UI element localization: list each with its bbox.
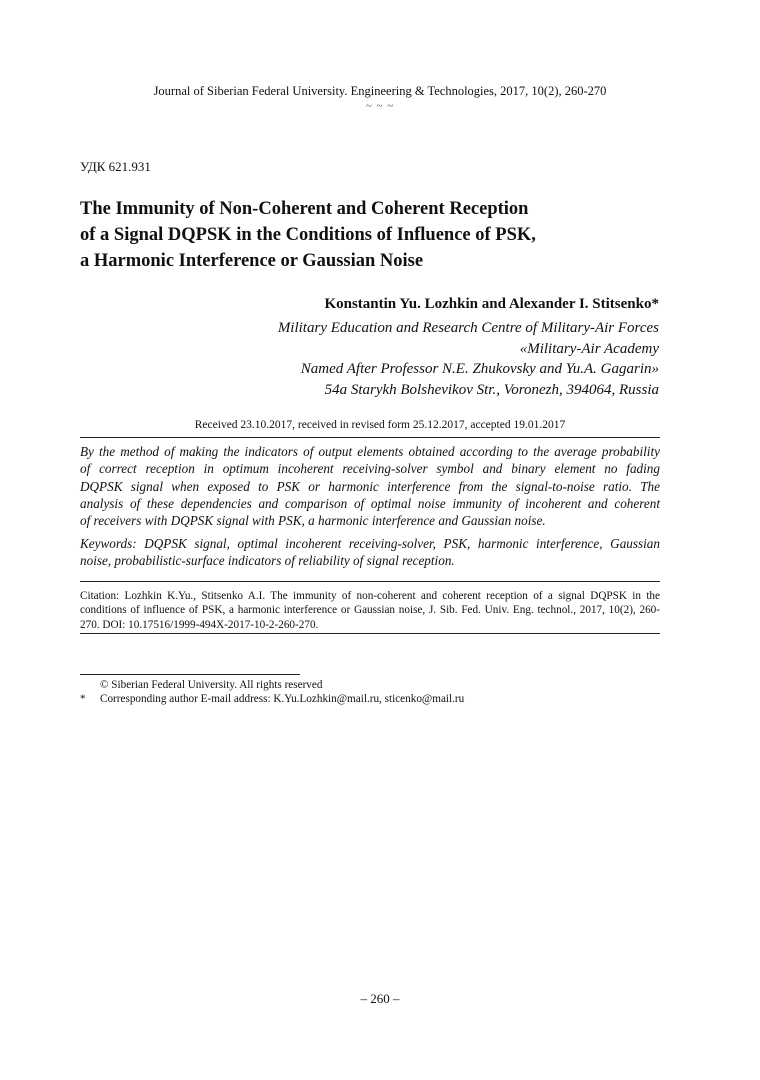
affiliation (278, 318, 659, 400)
journal-header: Journal of Siberian Federal University. Engineering & Technologies, 2017, 10(2), 260-270 (153, 84, 607, 98)
affiliation-line: 54a Starykh Bolshevikov Str., Voronezh, 394064, Russia (324, 381, 659, 398)
keywords-line: Keywords: DQPSK signal, optimal incoherent receiving-solver, PSK, harmonic interference, Gaussian (80, 536, 660, 551)
authors: Konstantin Yu. Lozhkin and Alexander I. Stitsenko* (324, 296, 659, 312)
affiliation-line: Named After Professor N.E. Zhukovsky and Yu.A. Gagarin» (300, 361, 659, 377)
divider (80, 437, 660, 438)
footnote-text: Corresponding author E-mail address: K.Yu.Lozhkin@mail.ru, sticenko@mail.ru (100, 693, 465, 705)
affiliation-line: «Military-Air Academy (519, 340, 659, 357)
abstract-line: By the method of making the indicators of output elements obtained according to the average probability (80, 444, 660, 459)
received-dates: Received 23.10.2017, received in revised form 25.12.2017, accepted 19.01.2017 (194, 419, 566, 431)
keywords-line: noise, probabilistic-surface indicators of reliability of signal reception. (80, 553, 455, 569)
header-separator: ~ ~ ~ (365, 100, 395, 112)
keywords (80, 535, 660, 570)
footnote-divider (80, 674, 300, 675)
footnote-copyright (80, 678, 464, 692)
citation-line: Citation: Lozhkin K.Yu., Stitsenko A.I. The immunity of non-coherent and coherent reception of a signal DQPSK in the (80, 590, 660, 602)
abstract (80, 443, 660, 529)
abstract-line: of correct reception in optimum incoherent receiving-solver symbol and binary element no fading (80, 461, 660, 477)
footnote-text: © Siberian Federal University. All rights reserved (100, 679, 323, 691)
footnote-corresponding-author (80, 692, 464, 706)
abstract-line: analysis of these dependencies and comparison of optimal noise immunity of incoherent and coherent (80, 495, 660, 511)
paper-title (80, 196, 680, 274)
citation-line: conditions of influence of PSK, a harmonic interference or Gaussian noise, J. Sib. Fed. Univ. Eng. technol., 2017, 10(2), 260- (80, 604, 660, 617)
affiliation-line: Military Education and Research Centre of Military-Air Forces (277, 320, 659, 336)
title-line: of a Signal DQPSK in the Conditions of Influence of PSK, (80, 225, 536, 245)
abstract-line: DQPSK signal when exposed to PSK or harmonic interference from the signal-to-noise ratio. The (80, 478, 660, 494)
title-line: The Immunity of Non-Coherent and Coherent Reception (80, 199, 529, 219)
title-line: a Harmonic Interference or Gaussian Noise (80, 251, 424, 271)
footnotes (80, 678, 464, 706)
udc-code: УДК 621.931 (80, 159, 151, 174)
divider (80, 633, 660, 634)
footnote-mark: * (80, 693, 86, 705)
citation-line: 270. DOI: 10.17516/1999-494X-2017-10-2-260-270. (80, 618, 319, 631)
citation (80, 589, 660, 632)
abstract-line: of receivers with DQPSK signal with PSK, a harmonic interference and Gaussian noise. (80, 513, 546, 529)
page-number: – 260 – (360, 991, 400, 1006)
divider (80, 581, 660, 582)
